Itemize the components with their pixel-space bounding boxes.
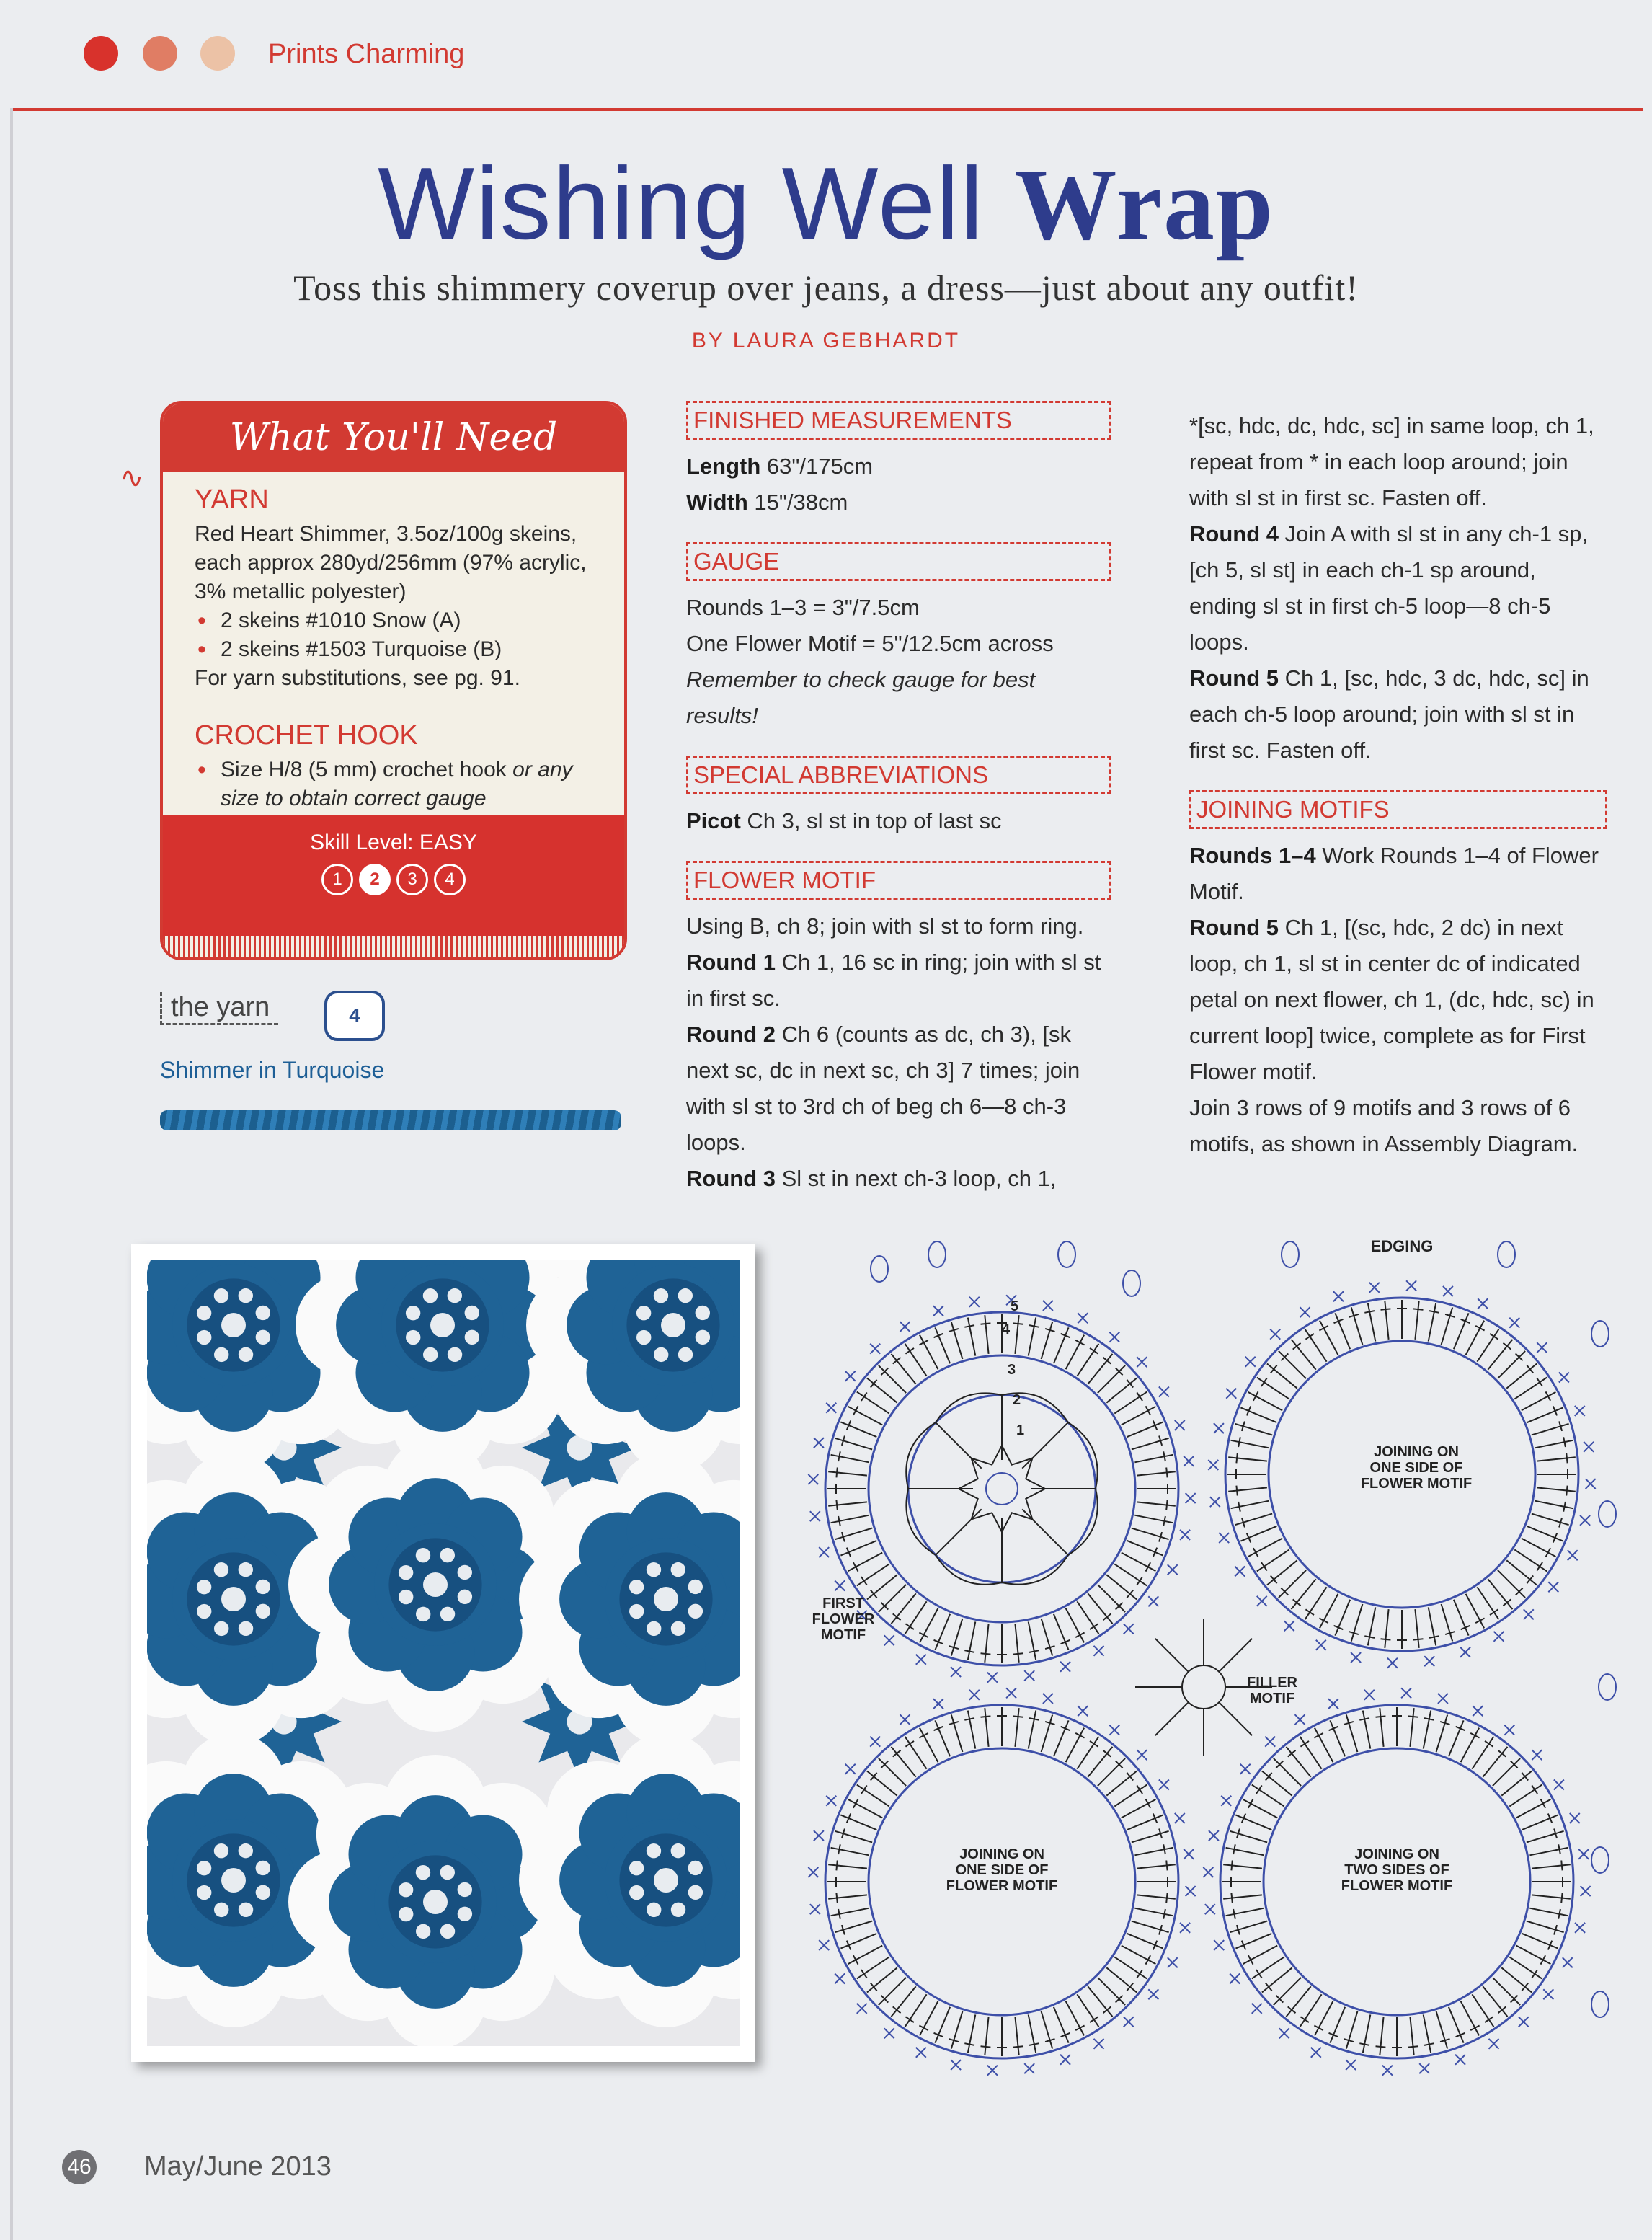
skill-panel — [163, 815, 624, 936]
round-num: 4 — [1002, 1322, 1011, 1337]
article-title — [0, 146, 1652, 261]
gauge-note: Remember to check gauge for best results! — [686, 667, 1036, 728]
section-label: Prints Charming — [268, 39, 465, 69]
round-text: Ch 1, [sc, hdc, 3 dc, hdc, sc] in each ch-5 loop around; join with sl st in first sc. Fasten off. — [1189, 665, 1589, 763]
wrap-photo — [131, 1244, 755, 2062]
round-text: Sl st in next ch-3 loop, ch 1, — [776, 1166, 1057, 1191]
hook-heading: CROCHET HOOK — [195, 720, 418, 751]
flower-intro: Using B, ch 8; join with sl st to form ring. — [686, 913, 1084, 939]
round-text: Join A with sl st in any ch-1 sp, [ch 5, sl st] in each ch-1 sp around, ending sl st in first ch-5 loop—8 ch-5 loops. — [1189, 521, 1589, 655]
picot-loop — [1123, 1270, 1140, 1296]
picot-loop — [1058, 1241, 1075, 1267]
width-label: Width — [686, 490, 748, 515]
crochet-photo-illustration — [147, 1260, 740, 2046]
gauge-line: Rounds 1–3 = 3"/7.5cm — [686, 595, 920, 620]
round-label: Round 3 — [686, 1166, 776, 1191]
picot-loop — [871, 1256, 888, 1282]
round-text: Work Rounds 1–4 of Flower Motif. — [1189, 843, 1599, 904]
width-value: 15"/38cm — [747, 490, 848, 515]
header-dot-1 — [84, 36, 118, 71]
skill-circle: 1 — [321, 864, 353, 895]
picot-loop — [1591, 1321, 1609, 1347]
skill-circle-selected: 2 — [359, 864, 391, 895]
yarn-item: • 2 skeins #1010 Snow (A) — [195, 606, 605, 635]
label-join-one-b-1: JOINING ON — [959, 1846, 1044, 1862]
yarn-note: For yarn substitutions, see pg. 91. — [195, 666, 520, 690]
hook-text-italic: or any size to obtain correct gauge — [221, 758, 573, 810]
needs-body — [195, 484, 605, 813]
title-bold: Wrap — [1014, 147, 1274, 261]
skill-level: Skill Level: EASY — [310, 831, 477, 854]
label-filler-2: MOTIF — [1249, 1691, 1295, 1706]
length-label: Length — [686, 453, 761, 479]
round3-continued: *[sc, hdc, dc, hdc, sc] in same loop, ch 1, repeat from * in each loop around; join with sl st in first sc. Fasten off. — [1189, 413, 1594, 510]
round-num: 1 — [1016, 1422, 1025, 1438]
round-label: Round 2 — [686, 1022, 776, 1047]
round-label: Round 5 — [1189, 915, 1279, 940]
picot-loop — [1599, 1501, 1616, 1527]
hook-item — [195, 756, 605, 813]
yarn-name: Shimmer in Turquoise — [160, 1057, 385, 1083]
picot-loop — [1591, 1991, 1609, 2017]
label-first-3: MOTIF — [820, 1627, 866, 1643]
assembly-text: Join 3 rows of 9 motifs and 3 rows of 6 motifs, as shown in Assembly Diagram. — [1189, 1095, 1578, 1156]
picot-loop — [1282, 1241, 1299, 1267]
round-label: Round 5 — [1189, 665, 1279, 691]
skill-circle: 3 — [396, 864, 428, 895]
label-edging: EDGING — [1370, 1237, 1434, 1255]
abbr-heading: SPECIAL ABBREVIATIONS — [686, 756, 1111, 794]
flower-heading: FLOWER MOTIF — [686, 861, 1111, 900]
the-yarn-label: the yarn — [160, 992, 278, 1025]
round-label: Rounds 1–4 — [1189, 843, 1316, 868]
gauge-heading: GAUGE — [686, 542, 1111, 581]
picot-loop — [1498, 1241, 1515, 1267]
round-num: 2 — [1013, 1392, 1021, 1408]
header-dot-3 — [200, 36, 235, 71]
byline: BY LAURA GEBHARDT — [691, 329, 961, 353]
joining-heading: JOINING MOTIFS — [1189, 790, 1607, 829]
box-stripe — [163, 936, 624, 957]
length-value: 63"/175cm — [760, 453, 874, 479]
gauge-line: One Flower Motif = 5"/12.5cm across — [686, 631, 1054, 656]
needs-heading: What You'll Need — [163, 404, 624, 472]
picot-loop — [1591, 1847, 1609, 1873]
squiggle-decoration: ∿ — [120, 462, 144, 494]
label-join-two-1: JOINING ON — [1354, 1846, 1439, 1862]
label-first-2: FLOWER — [812, 1611, 875, 1627]
picot-loop — [1599, 1674, 1616, 1700]
label-join-two-2: TWO SIDES OF — [1344, 1862, 1449, 1878]
assembly-diagram — [793, 1226, 1629, 2109]
skill-circle: 4 — [434, 864, 466, 895]
header-dot-2 — [143, 36, 177, 71]
yarn-heading: YARN — [195, 484, 269, 515]
header-rule — [13, 108, 1643, 111]
page-number: 46 — [62, 2150, 97, 2184]
round-num: 3 — [1008, 1362, 1016, 1378]
article-subtitle: Toss this shimmery coverup over jeans, a dress—just about any outfit! — [293, 267, 1359, 308]
round-label: Round 4 — [1189, 521, 1279, 546]
label-join-one-a-3: FLOWER MOTIF — [1360, 1476, 1473, 1492]
title-light: Wishing Well — [378, 146, 985, 261]
issue-date: May/June 2013 — [144, 2151, 332, 2182]
yarn-list — [195, 606, 605, 664]
round-text: Ch 6 (counts as dc, ch 3), [sk next sc, dc in next sc, ch 3] 7 times; join with sl st to 3rd ch of beg ch 6—8 ch-3 loops. — [686, 1022, 1080, 1155]
label-join-one-b-3: FLOWER MOTIF — [946, 1878, 1058, 1894]
crochet-chart — [793, 1226, 1629, 2105]
round-label: Round 1 — [686, 949, 776, 975]
round-text: Ch 1, 16 sc in ring; join with sl st in first sc. — [686, 949, 1101, 1011]
page-edge — [10, 108, 13, 2240]
picot-text: Ch 3, sl st in top of last sc — [740, 808, 1002, 833]
skill-circles — [163, 864, 624, 895]
label-filler-1: FILLER — [1247, 1675, 1297, 1691]
yarn-strand-image — [160, 1110, 621, 1130]
label-join-two-3: FLOWER MOTIF — [1341, 1878, 1453, 1894]
label-join-one-a-1: JOINING ON — [1374, 1444, 1459, 1460]
round-text: Ch 1, [(sc, hdc, 2 dc) in next loop, ch 1, sl st in center dc of indicated petal on next flower, ch 1, (dc, hdc, sc) in current loop] twice, complete as for First Flower motif. — [1189, 915, 1594, 1084]
label-join-one-a-2: ONE SIDE OF — [1369, 1460, 1463, 1476]
hook-text: Size H/8 (5 mm) crochet hook — [221, 758, 513, 782]
column-2 — [1189, 408, 1607, 1162]
yarn-description: Red Heart Shimmer, 3.5oz/100g skeins, each approx 280yd/256mm (97% acrylic, 3% metallic polyester) — [195, 522, 587, 603]
yarn-weight-badge: 4 — [324, 991, 385, 1041]
label-first-1: FIRST — [822, 1595, 864, 1611]
column-1 — [686, 401, 1111, 1197]
hook-list — [195, 756, 605, 813]
label-join-one-b-2: ONE SIDE OF — [955, 1862, 1049, 1878]
needs-box — [160, 401, 627, 960]
picot-label: Picot — [686, 808, 741, 833]
picot-loop — [928, 1241, 946, 1267]
finished-heading: FINISHED MEASUREMENTS — [686, 401, 1111, 440]
yarn-item: • 2 skeins #1503 Turquoise (B) — [195, 635, 605, 664]
round-num: 5 — [1011, 1298, 1019, 1314]
